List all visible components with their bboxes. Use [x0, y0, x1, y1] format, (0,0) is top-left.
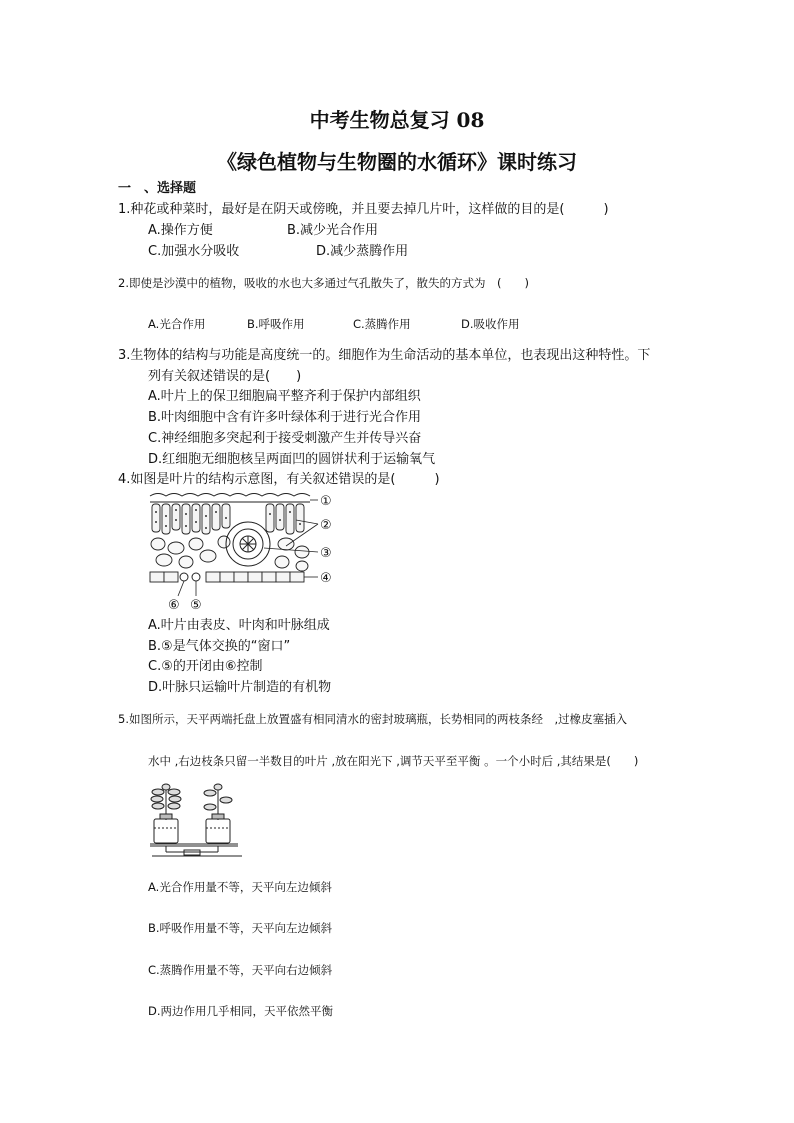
- balance-experiment-diagram: [148, 780, 248, 860]
- q1-option-d: D.减少蒸腾作用: [316, 244, 409, 259]
- q4-option-a: A.叶片由表皮、叶肉和叶脉组成: [148, 618, 330, 633]
- stoma: [180, 573, 200, 581]
- q5-stem-line1: 5.如图所示，天平两端托盘上放置盛有相同清水的密封玻璃瓶，长势相同的两枝条经 ,过橡皮塞插入: [118, 712, 628, 726]
- q3-stem-line2: 列有关叙述错误的是( ): [148, 369, 302, 384]
- q4-option-c: C.⑤的开闭由⑥控制: [148, 659, 263, 674]
- q2-option-a: A.光合作用: [148, 317, 206, 331]
- q2-option-b: B.呼吸作用: [247, 317, 305, 331]
- spongy-cells: [151, 536, 309, 571]
- balance: [150, 844, 242, 856]
- q5-option-d: D.两边作用几乎相同，天平依然平衡: [148, 1004, 334, 1018]
- diagram-label-3: ③: [320, 546, 332, 561]
- q5-option-a: A.光合作用量不等，天平向左边倾斜: [148, 880, 332, 894]
- section-heading: 一 、选择题: [118, 181, 197, 196]
- q3-stem-line1: 3.生物体的结构与功能是高度统一的。细胞作为生命活动的基本单位，也表现出这种特性。下: [118, 348, 651, 363]
- q3-option-d: D.红细胞无细胞核呈两面凹的圆饼状利于运输氧气: [148, 452, 436, 467]
- lower-epidermis: [150, 572, 304, 582]
- q4-option-b: B.⑤是气体交换的“窗口”: [148, 639, 291, 654]
- q2-option-d: D.吸收作用: [461, 317, 520, 331]
- diagram-label-2: ②: [320, 518, 332, 533]
- diagram-label-6: ⑥: [168, 598, 180, 612]
- q5-option-c: C.蒸腾作用量不等，天平向右边倾斜: [148, 963, 333, 977]
- q1-option-a: A.操作方便: [148, 223, 213, 238]
- q1-option-b: B.减少光合作用: [287, 223, 379, 238]
- page-title: 中考生物总复习 08: [309, 108, 485, 132]
- q1-stem: 1.种花或种菜时，最好是在阴天或傍晚，并且要去掉几片叶，这样做的目的是( ): [118, 202, 609, 217]
- leaf-structure-diagram: [146, 490, 346, 612]
- leaf-vein: [226, 522, 270, 566]
- bottles: [154, 814, 230, 843]
- q2-option-c: C.蒸腾作用: [353, 317, 411, 331]
- palisade-cells: [152, 504, 304, 534]
- upper-epidermis: [150, 494, 310, 503]
- page-subtitle: 《绿色植物与生物圈的水循环》课时练习: [217, 150, 577, 174]
- q4-stem: 4.如图是叶片的结构示意图，有关叙述错误的是( ): [118, 472, 440, 487]
- q2-stem: 2.即使是沙漠中的植物，吸收的水也大多通过气孔散失了，散失的方式为 ( ): [118, 276, 529, 290]
- q5-option-b: B.呼吸作用量不等，天平向左边倾斜: [148, 921, 333, 935]
- diagram-label-4: ④: [320, 571, 332, 586]
- q3-option-c: C.神经细胞多突起利于接受刺激产生并传导兴奋: [148, 431, 422, 446]
- q3-option-a: A.叶片上的保卫细胞扁平整齐利于保护内部组织: [148, 389, 421, 404]
- q5-stem-line2: 水中 ,右边枝条只留一半数目的叶片 ,放在阳光下 ,调节天平至平衡 。一个小时后 ,其结果是( ): [148, 754, 639, 768]
- diagram-label-1: ①: [320, 494, 332, 509]
- q3-option-b: B.叶肉细胞中含有许多叶绿体利于进行光合作用: [148, 410, 422, 425]
- q1-option-c: C.加强水分吸收: [148, 244, 240, 259]
- diagram-label-5: ⑤: [190, 598, 202, 612]
- q4-option-d: D.叶脉只运输叶片制造的有机物: [148, 680, 332, 695]
